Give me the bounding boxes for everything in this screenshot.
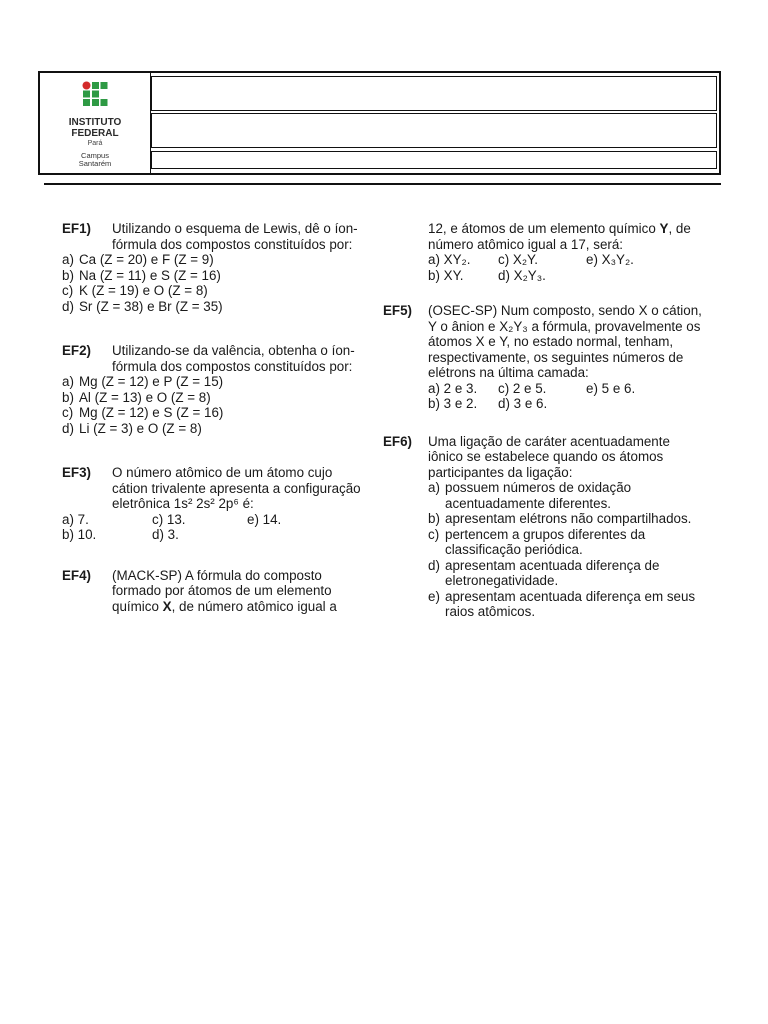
option: c) K (Z = 19) e O (Z = 8) bbox=[62, 283, 208, 298]
question-stem: (OSEC-SP) Num composto, sendo X o cátion, Y o ânion e X₂Y₃ a fórmula, provavelmente os átomos X e Y, no estado normal, tenham, respectivamente, os seguintes números de elétrons na última camada: bbox=[428, 303, 702, 380]
options-grid bbox=[428, 381, 705, 412]
option: e) 5 e 6. bbox=[586, 380, 636, 396]
option: a) possuem números de oxidação acentuadamente diferentes. bbox=[428, 480, 632, 511]
option: a) 2 e 3. bbox=[428, 380, 478, 396]
question-stem: O número atômico de um átomo cujo cátion trivalente apresenta a configuração eletrônica 1s² 2s² 2p⁶ é: bbox=[112, 465, 361, 511]
option: a) Mg (Z = 12) e P (Z = 15) bbox=[62, 374, 224, 389]
option: e) X₃Y₂. bbox=[586, 252, 634, 267]
option: d) X₂Y₃. bbox=[498, 267, 546, 283]
option: d) 3 e 6. bbox=[498, 396, 548, 411]
option: d) apresentam acentuada diferença de eletronegatividade. bbox=[428, 557, 660, 588]
option: b) Al (Z = 13) e O (Z = 8) bbox=[62, 389, 211, 405]
option: e) apresentam acentuada diferença em seus raios atômicos. bbox=[428, 588, 696, 619]
question-ef5 bbox=[383, 303, 705, 412]
option: c) 13. bbox=[152, 511, 186, 527]
option: b) Na (Z = 11) e S (Z = 16) bbox=[62, 267, 221, 283]
question-id: EF5) bbox=[383, 303, 413, 318]
right-column bbox=[383, 221, 705, 620]
question-ef4-continued bbox=[383, 221, 705, 283]
option: e) 14. bbox=[247, 511, 282, 527]
options-grid bbox=[428, 252, 705, 283]
question-stem: Utilizando o esquema de Lewis, dê o íon-fórmula dos compostos constituídos por: bbox=[112, 221, 358, 252]
logo-text: INSTITUTO FEDERAL bbox=[68, 117, 122, 139]
option: d) Sr (Z = 38) e Br (Z = 35) bbox=[62, 298, 223, 314]
option: a) 7. bbox=[62, 511, 89, 527]
electron-config: 1s² 2s² 2p⁶ bbox=[173, 496, 239, 511]
header-field-3 bbox=[151, 151, 717, 169]
option: b) apresentam elétrons não compartilhados. bbox=[428, 511, 692, 526]
question-stem: Uma ligação de caráter acentuadamente iônico se estabelece quando os átomos participantes da ligação: bbox=[428, 433, 670, 480]
if-logo-icon bbox=[82, 81, 108, 111]
header-field-1 bbox=[151, 76, 717, 111]
logo-state: Pará bbox=[87, 140, 103, 147]
question-id: EF6) bbox=[383, 433, 413, 449]
option: b) 3 e 2. bbox=[428, 396, 478, 411]
option: d) Li (Z = 3) e O (Z = 8) bbox=[62, 420, 202, 436]
question-id: EF3) bbox=[62, 465, 92, 480]
question-id: EF1) bbox=[62, 221, 92, 236]
option: c) Mg (Z = 12) e S (Z = 16) bbox=[62, 405, 224, 420]
question-ef3 bbox=[62, 465, 364, 543]
option: d) 3. bbox=[152, 527, 179, 542]
option: a) XY₂. bbox=[428, 252, 471, 267]
option: c) 2 e 5. bbox=[498, 380, 547, 396]
question-ef4 bbox=[62, 568, 364, 615]
question-ef6 bbox=[383, 434, 705, 620]
header-box bbox=[38, 71, 721, 175]
question-ef1 bbox=[62, 221, 364, 314]
left-column bbox=[62, 221, 364, 614]
logo-campus: Campus Santarém bbox=[78, 151, 112, 168]
institution-logo bbox=[40, 73, 151, 173]
option: c) pertencem a grupos diferentes da classificação periódica. bbox=[428, 526, 646, 557]
option: c) X₂Y. bbox=[498, 252, 538, 267]
question-id: EF2) bbox=[62, 343, 92, 358]
option: b) XY. bbox=[428, 267, 464, 283]
header-rule bbox=[44, 183, 721, 185]
question-stem-part2: 12, e átomos de um elemento químico Y, de número atômico igual a 17, será: bbox=[428, 221, 691, 252]
header-field-2 bbox=[151, 113, 717, 148]
option: a) Ca (Z = 20) e F (Z = 9) bbox=[62, 252, 214, 267]
option: b) 10. bbox=[62, 527, 97, 542]
options-grid bbox=[62, 512, 364, 543]
question-stem: Utilizando-se da valência, obtenha o íon-fórmula dos compostos constituídos por: bbox=[112, 343, 355, 374]
question-stem-part1: (MACK-SP) A fórmula do composto formado por átomos de um elemento químico X, de número atômico igual a bbox=[112, 567, 337, 614]
question-ef2 bbox=[62, 343, 364, 436]
question-id: EF4) bbox=[62, 567, 92, 583]
